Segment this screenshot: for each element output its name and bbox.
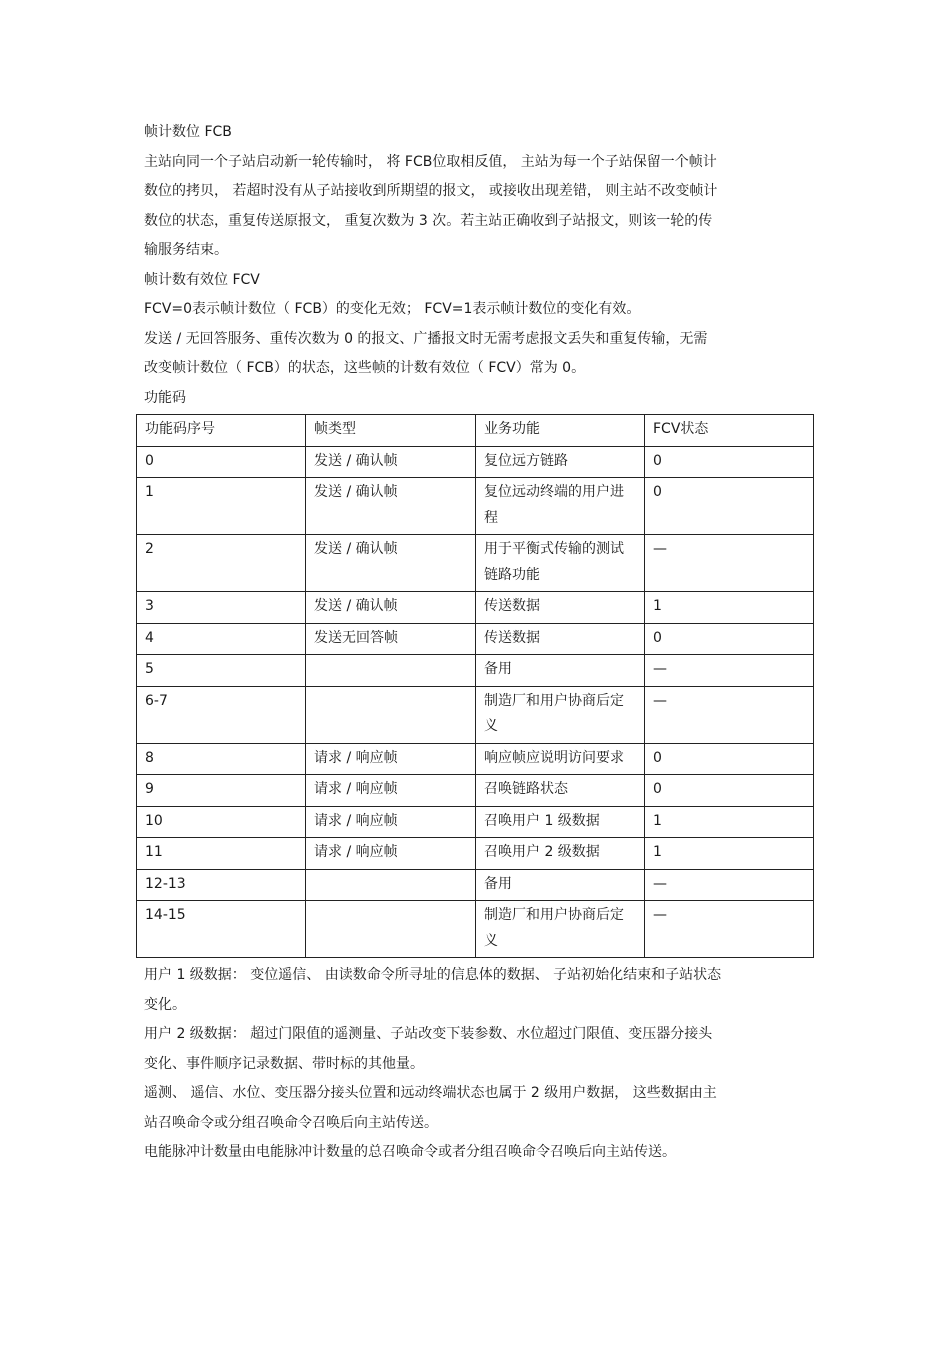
table-cell: 请求 / 响应帧	[306, 775, 476, 807]
fcv-paragraph-line-2: 发送 / 无回答服务、重传次数为 0 的报文、广播报文时无需考虑报文丢失和重复传输，无需	[144, 330, 708, 347]
table-cell: —	[645, 686, 814, 743]
header-cell: FCV状态	[645, 415, 814, 447]
table-cell: 发送 / 确认帧	[306, 478, 476, 535]
table-header-row	[137, 415, 814, 447]
table-row	[137, 775, 814, 807]
table-cell: 召唤用户 1 级数据	[476, 806, 645, 838]
table-cell: —	[645, 901, 814, 958]
table-cell: 0	[645, 775, 814, 807]
fcb-paragraph-line-2: 数位的拷贝， 若超时没有从子站接收到所期望的报文， 或接收出现差错， 则主站不改变帧计	[144, 183, 718, 199]
table-row	[137, 838, 814, 870]
table-cell: —	[645, 655, 814, 687]
table-row	[137, 446, 814, 478]
table-row	[137, 901, 814, 958]
table-cell: 发送 / 确认帧	[306, 446, 476, 478]
table-cell: 1	[645, 838, 814, 870]
table-cell: —	[645, 535, 814, 592]
energy-pulse-line: 电能脉冲计数量由电能脉冲计数量的总召唤命令或者分组召唤命令召唤后向主站传送。	[144, 1144, 676, 1160]
table-cell: —	[645, 869, 814, 901]
table-cell: 12-13	[137, 869, 306, 901]
table-row	[137, 869, 814, 901]
table-cell	[306, 869, 476, 901]
header-cell: 业务功能	[476, 415, 645, 447]
table-row	[137, 623, 814, 655]
table-cell: 制造厂和用户协商后定义	[476, 901, 645, 958]
table-cell: 10	[137, 806, 306, 838]
level2-data-line-1: 用户 2 级数据： 超过门限值的遥测量、子站改变下装参数、水位超过门限值、变压器分接头	[144, 1026, 713, 1042]
table-cell	[306, 686, 476, 743]
table-cell: 复位远方链路	[476, 446, 645, 478]
header-cell: 帧类型	[306, 415, 476, 447]
table-row	[137, 478, 814, 535]
table-row	[137, 686, 814, 743]
table-cell: 响应帧应说明访问要求	[476, 743, 645, 775]
fcb-paragraph-line-4: 输服务结束。	[144, 242, 228, 258]
table-row	[137, 535, 814, 592]
table-cell: 3	[137, 592, 306, 624]
fcb-paragraph-line-3: 数位的状态，重复传送原报文， 重复次数为 3 次。若主站正确收到子站报文，则该一轮的传	[144, 212, 713, 229]
table-cell: 制造厂和用户协商后定义	[476, 686, 645, 743]
telemetry-line-2: 站召唤命令或分组召唤命令召唤后向主站传送。	[144, 1114, 438, 1131]
table-cell: 6-7	[137, 686, 306, 743]
table-cell: 召唤用户 2 级数据	[476, 838, 645, 870]
table-cell: 9	[137, 775, 306, 807]
table-cell: 1	[645, 806, 814, 838]
table-cell: 1	[645, 592, 814, 624]
table-cell: 1	[137, 478, 306, 535]
table-cell: 8	[137, 743, 306, 775]
table-cell: 0	[137, 446, 306, 478]
table-cell: 0	[645, 743, 814, 775]
table-cell: 2	[137, 535, 306, 592]
table-cell: 传送数据	[476, 592, 645, 624]
table-cell	[306, 901, 476, 958]
table-cell: 备用	[476, 655, 645, 687]
fcb-paragraph-line-1: 主站向同一个子站启动新一轮传输时， 将 FCB位取相反值， 主站为每一个子站保留一个帧计	[144, 153, 717, 170]
fcv-heading: 帧计数有效位 FCV	[144, 271, 260, 288]
fcb-heading: 帧计数位 FCB	[144, 124, 232, 140]
table-cell: 用于平衡式传输的测试链路功能	[476, 535, 645, 592]
level1-data-line-2: 变化。	[144, 996, 186, 1013]
table-cell: 11	[137, 838, 306, 870]
function-code-heading: 功能码	[144, 389, 186, 406]
table-cell: 发送 / 确认帧	[306, 592, 476, 624]
table-cell: 0	[645, 623, 814, 655]
table-cell: 0	[645, 478, 814, 535]
level2-data-line-2: 变化、事件顺序记录数据、带时标的其他量。	[144, 1055, 424, 1072]
table-row	[137, 592, 814, 624]
table-cell: 召唤链路状态	[476, 775, 645, 807]
table-cell: 发送无回答帧	[306, 623, 476, 655]
level1-data-line-1: 用户 1 级数据： 变位遥信、 由读数命令所寻址的信息体的数据、 子站初始化结束和子站状态	[144, 967, 722, 983]
table-cell: 请求 / 响应帧	[306, 743, 476, 775]
table-cell: 0	[645, 446, 814, 478]
table-cell: 复位远动终端的用户进程	[476, 478, 645, 535]
table-row	[137, 655, 814, 687]
table-cell: 14-15	[137, 901, 306, 958]
telemetry-line-1: 遥测、 遥信、水位、变压器分接头位置和远动终端状态也属于 2 级用户数据， 这些数据由主	[144, 1085, 717, 1101]
table-cell: 备用	[476, 869, 645, 901]
header-cell: 功能码序号	[137, 415, 306, 447]
table-cell: 5	[137, 655, 306, 687]
fcv-paragraph-line-1: FCV=0表示帧计数位（ FCB）的变化无效； FCV=1表示帧计数位的变化有效。	[144, 301, 641, 317]
fcv-paragraph-line-3: 改变帧计数位（ FCB）的状态，这些帧的计数有效位（ FCV）常为 0。	[144, 360, 586, 376]
function-code-table	[136, 414, 814, 958]
table-cell: 发送 / 确认帧	[306, 535, 476, 592]
table-cell	[306, 655, 476, 687]
table-row	[137, 806, 814, 838]
table-cell: 请求 / 响应帧	[306, 838, 476, 870]
table-cell: 请求 / 响应帧	[306, 806, 476, 838]
table-cell: 传送数据	[476, 623, 645, 655]
table-cell: 4	[137, 623, 306, 655]
table-row	[137, 743, 814, 775]
document-body	[144, 118, 824, 1168]
